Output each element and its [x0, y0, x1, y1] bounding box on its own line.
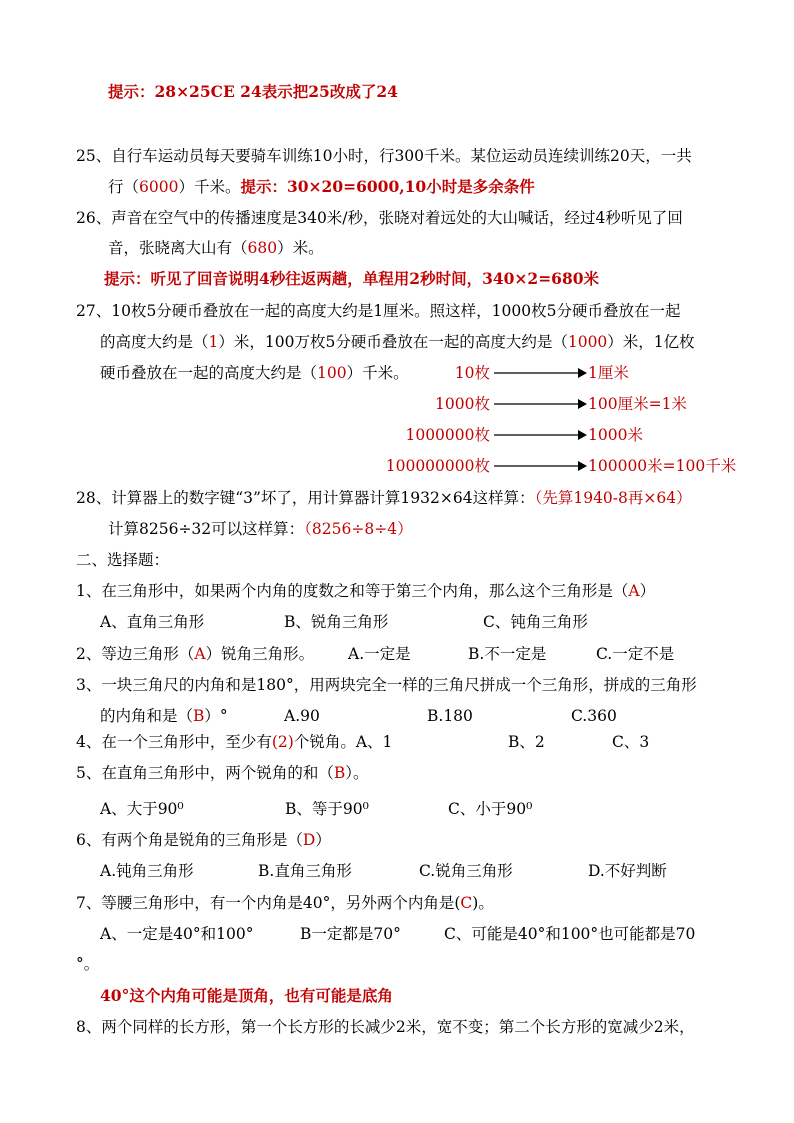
c7-option-c-end: °。: [76, 955, 100, 973]
conversion-to: 1厘米: [588, 364, 629, 382]
q27-line2: [100, 332, 695, 352]
c4-option-c: C、3: [612, 733, 650, 751]
arrow-icon: [494, 367, 588, 379]
conversion-row: [0, 456, 794, 476]
conversion-to: 1000米: [588, 426, 643, 444]
c8-line1: 8、两个同样的长方形，第一个长方形的长减少2米，宽不变；第二个长方形的宽减少2米，: [76, 1018, 695, 1036]
c5-option-b: B、等于90⁰: [285, 800, 369, 818]
section-heading: 二、选择题：: [76, 551, 170, 569]
c3-option-b: B.180: [427, 707, 473, 725]
c1-text-a: 1、在三角形中，如果两个内角的度数之和等于第三个内角，那么这个三角形是（: [76, 582, 629, 600]
c5-text-b: ）。: [345, 764, 369, 782]
q26-line2: [108, 238, 324, 258]
c7-text-b: )。: [472, 894, 494, 912]
c7-option-b: B一定都是70°: [300, 925, 401, 943]
q28-text-b: 计算8256÷32可以这样算：: [108, 520, 305, 538]
c3-answer: B: [193, 707, 205, 725]
c4-stem: [76, 732, 392, 752]
c6-text-a: 6、有两个角是锐角的三角形是（: [76, 831, 303, 849]
c6-option-c: C.锐角三角形: [419, 862, 513, 880]
q27-text-e: ）千米。: [346, 364, 409, 382]
c7-hint: 40°这个内角可能是顶角，也有可能是底角: [100, 986, 393, 1005]
q27-text-b: ）米，100万枚5分硬币叠放在一起的高度大约是（: [218, 333, 568, 351]
conversion-to: 100厘米=1米: [588, 395, 687, 413]
c6-option-d: D.不好判断: [588, 862, 667, 880]
c5-option-c: C、小于90⁰: [448, 800, 533, 818]
q27-text-a: 的高度大约是（: [100, 333, 209, 351]
conversion-row: [0, 363, 794, 383]
c1-stem: [76, 581, 655, 601]
q25-answer: 6000: [139, 178, 179, 196]
q25-text-b: ）千米。: [178, 178, 241, 196]
q28-line2: [108, 519, 413, 539]
q25-line1: 25、自行车运动员每天要骑车训练10小时，行300千米。某位运动员连续训练20天，一共: [76, 147, 692, 165]
c2-text-a: 2、等边三角形（: [76, 645, 195, 663]
q28-answer1: （先算1940-8再×64）: [534, 489, 692, 507]
c2-answer: A: [194, 645, 206, 663]
c2-option-c: C.一定不是: [596, 645, 675, 663]
c5-text-a: 5、在直角三角形中，两个锐角的和（: [76, 764, 334, 782]
c4-answer: (2): [271, 733, 294, 751]
q27-text-c: ）米，1亿枚: [607, 333, 695, 351]
c3-stem: [100, 706, 228, 726]
c3-text-b: ）°: [204, 707, 228, 725]
c4-text-a: 4、在一个三角形中，至少有: [76, 733, 272, 751]
c5-answer: B: [333, 764, 346, 782]
conversion-from: 1000枚: [435, 395, 490, 413]
conversion-from: 1000000枚: [405, 426, 490, 444]
q27-line1: 27、10枚5分硬币叠放在一起的高度大约是1厘米。照这样，1000枚5分硬币叠放在一起: [76, 302, 681, 320]
c4-text-b: 个锐角。A、1: [293, 733, 393, 751]
c7-option-c: C、可能是40°和100°也可能都是70: [444, 925, 696, 943]
c5-stem: [76, 763, 369, 783]
c2-option-a: A.一定是: [348, 645, 411, 663]
c1-text-b: ）: [639, 582, 656, 600]
hint-top: 提示：28×25CE 24表示把25改成了24: [108, 82, 398, 101]
q26-line1: 26、声音在空气中的传播速度是340米/秒，张晓对着远处的大山喊话，经过4秒听见了回: [76, 209, 683, 227]
q28-line1: [76, 488, 692, 508]
q25-hint: 提示：30×20=6000,10小时是多余条件: [240, 177, 535, 196]
q27-answer3: 100: [317, 364, 347, 382]
c6-option-a: A.钝角三角形: [100, 862, 194, 880]
c2-text-b: ）锐角三角形。: [205, 645, 315, 663]
conversion-to: 100000米=100千米: [588, 457, 737, 475]
arrow-icon: [494, 460, 588, 472]
c6-text-b: ）: [315, 831, 331, 849]
c7-stem: [76, 893, 494, 913]
conversion-from: 10枚: [454, 364, 490, 382]
arrow-icon: [494, 429, 588, 441]
arrow-icon: [494, 398, 588, 410]
q26-text-a: 音，张晓离大山有（: [108, 239, 248, 257]
c3-text-a: 的内角和是（: [100, 707, 194, 725]
c2-option-b: B.不一定是: [468, 645, 547, 663]
q25-text-a: 行（: [108, 178, 140, 196]
q27-answer2: 1000: [567, 333, 608, 351]
q26-text-b: ）米。: [277, 239, 324, 257]
q26-hint: 提示：听见了回音说明4秒往返两趟，单程用2秒时间，340×2=680米: [104, 269, 600, 288]
c1-option-c: C、钝角三角形: [483, 613, 588, 631]
c7-text-a: 7、等腰三角形中，有一个内角是40°，另外两个内角是(: [76, 894, 461, 912]
c6-stem: [76, 830, 331, 850]
c2-stem: [76, 644, 314, 664]
c4-option-b: B、2: [508, 733, 545, 751]
q28-text-a: 28、计算器上的数字键“3”坏了，用计算器计算1932×64这样算：: [76, 489, 535, 507]
c6-option-b: B.直角三角形: [258, 862, 352, 880]
q27-answer1: 1: [208, 333, 219, 351]
c7-option-a: A、一定是40°和100°: [100, 925, 254, 943]
conversion-row: [0, 394, 794, 414]
c3-option-c: C.360: [571, 707, 617, 725]
c3-line1: 3、一块三角尺的内角和是180°，用两块完全一样的三角尺拼成一个三角形，拼成的三角形: [76, 676, 697, 694]
q26-answer: 680: [247, 239, 278, 257]
c1-option-b: B、锐角三角形: [284, 613, 389, 631]
c1-option-a: A、直角三角形: [100, 613, 205, 631]
q28-answer2: （8256÷8÷4）: [304, 520, 413, 538]
q27-text-d: 硬币叠放在一起的高度大约是（: [100, 364, 318, 382]
conversion-from: 100000000枚: [385, 457, 490, 475]
c5-option-a: A、大于90⁰: [100, 800, 184, 818]
c3-option-a: A.90: [284, 707, 320, 725]
q25-line2: [108, 177, 535, 197]
conversion-row: [0, 425, 794, 445]
c6-answer: D: [302, 831, 316, 849]
c7-answer: C: [460, 894, 473, 912]
c1-answer: A: [628, 582, 640, 600]
